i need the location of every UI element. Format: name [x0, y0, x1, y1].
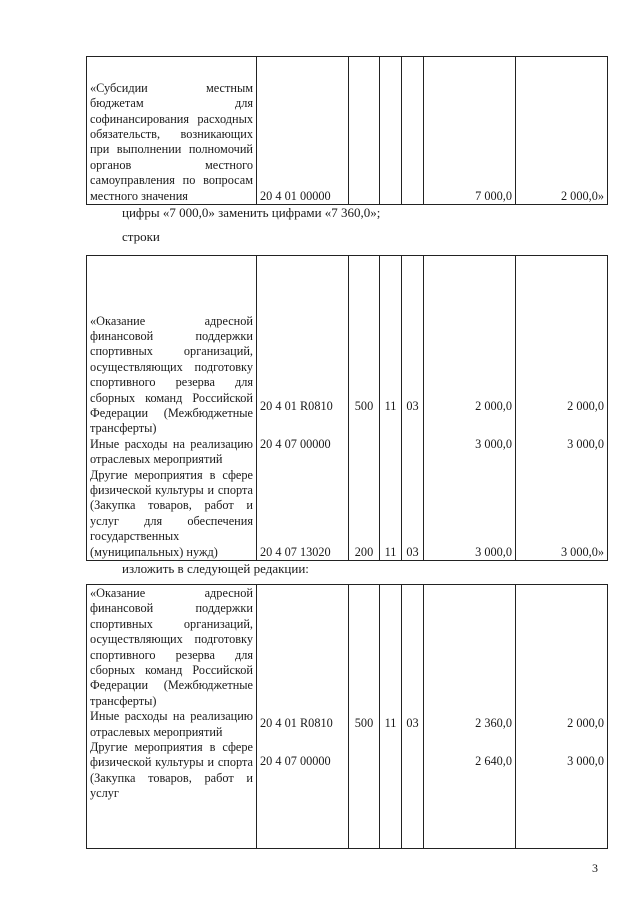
row-sum-2: 2 000,0: [567, 398, 604, 413]
row-rz-group: [380, 585, 402, 849]
row-sum-2-group: [516, 585, 608, 849]
row-code: 20 4 01 R0810: [260, 716, 333, 730]
row-code: 20 4 01 00000: [257, 57, 349, 205]
row-sum-1: 3 000,0: [475, 437, 512, 452]
row-sum-1: 2 000,0: [475, 398, 512, 413]
row-sum-1: 3 000,0: [475, 544, 512, 559]
instruction-new-edition: изложить в следующей редакции:: [122, 561, 309, 576]
table-row: [87, 256, 608, 561]
row-code: 20 4 01 R0810: [260, 398, 333, 413]
row-vr: [349, 57, 380, 205]
row-sum-2: 3 000,0: [567, 754, 604, 769]
row-description: Иные расходы на реализацию отраслевых мероприятий: [90, 436, 253, 467]
row-sum-1: 2 360,0: [475, 716, 512, 730]
instruction-rows: строки: [122, 229, 160, 244]
budget-table-2: [86, 255, 608, 561]
instruction-replace-figures: цифры «7 000,0» заменить цифрами «7 360,0»;: [122, 205, 381, 220]
row-rz: 11: [384, 716, 397, 730]
row-sum-1-group: [424, 256, 516, 561]
row-vr: 200: [354, 544, 374, 559]
row-sum-2: 2 000,0: [567, 716, 604, 730]
row-sum-1-group: [424, 585, 516, 849]
row-sum-2: 3 000,0»: [560, 544, 604, 559]
table-row: [87, 585, 608, 849]
row-description: Другие мероприятия в сфере физической культуры и спорта (Закупка товаров, работ и услуг для обеспечения государственных (муниципальных) нужд): [90, 467, 253, 559]
row-code-group: [257, 585, 349, 849]
row-description: «Субсидии местным бюджетам для софинансирования расходных обязательств, возникающих при выполнении полномочий органов местного самоуправления по вопросам местного значения: [87, 57, 257, 205]
row-code: 20 4 07 00000: [260, 437, 331, 452]
row-description: «Оказание адресной финансовой поддержки спортивных организаций, осуществляющих подготовку спортивного резерва для сборных команд Российской Федерации (Межбюджетные трансферты): [90, 313, 253, 436]
row-sum-1: 2 640,0: [475, 754, 512, 769]
row-sum-2-group: [516, 256, 608, 561]
row-pr-group: [402, 585, 424, 849]
row-code: 20 4 07 13020: [260, 544, 331, 559]
row-description-group: [87, 585, 257, 849]
row-pr: 03: [406, 544, 419, 559]
budget-table-1: [86, 56, 608, 205]
row-description: «Оказание адресной финансовой поддержки спортивных организаций, осуществляющих подготовку спортивного резерва для сборных команд Российской Федерации (Межбюджетные трансферты): [90, 586, 253, 708]
row-pr: 03: [406, 399, 419, 414]
row-description-group: [87, 256, 257, 561]
row-sum-2: 3 000,0: [567, 437, 604, 452]
row-description: Другие мероприятия в сфере физической культуры и спорта (Закупка товаров, работ и услуг: [90, 740, 253, 801]
row-rz: 11: [384, 399, 397, 414]
page-number: 3: [592, 861, 598, 875]
row-vr: 500: [354, 716, 374, 730]
row-code: 20 4 07 00000: [260, 754, 331, 769]
row-description: Иные расходы на реализацию отраслевых мероприятий: [90, 709, 253, 739]
row-pr: [402, 57, 424, 205]
row-rz-group: [380, 256, 402, 561]
row-vr-group: [349, 585, 380, 849]
row-sum-2: 2 000,0»: [516, 57, 608, 205]
row-vr: 500: [354, 399, 374, 414]
row-rz: 11: [384, 544, 397, 559]
row-code-group: [257, 256, 349, 561]
row-rz: [380, 57, 402, 205]
row-pr-group: [402, 256, 424, 561]
row-vr-group: [349, 256, 380, 561]
row-pr: 03: [406, 716, 419, 730]
table-row: [87, 57, 608, 205]
budget-table-3: [86, 584, 608, 849]
row-sum-1: 7 000,0: [424, 57, 516, 205]
